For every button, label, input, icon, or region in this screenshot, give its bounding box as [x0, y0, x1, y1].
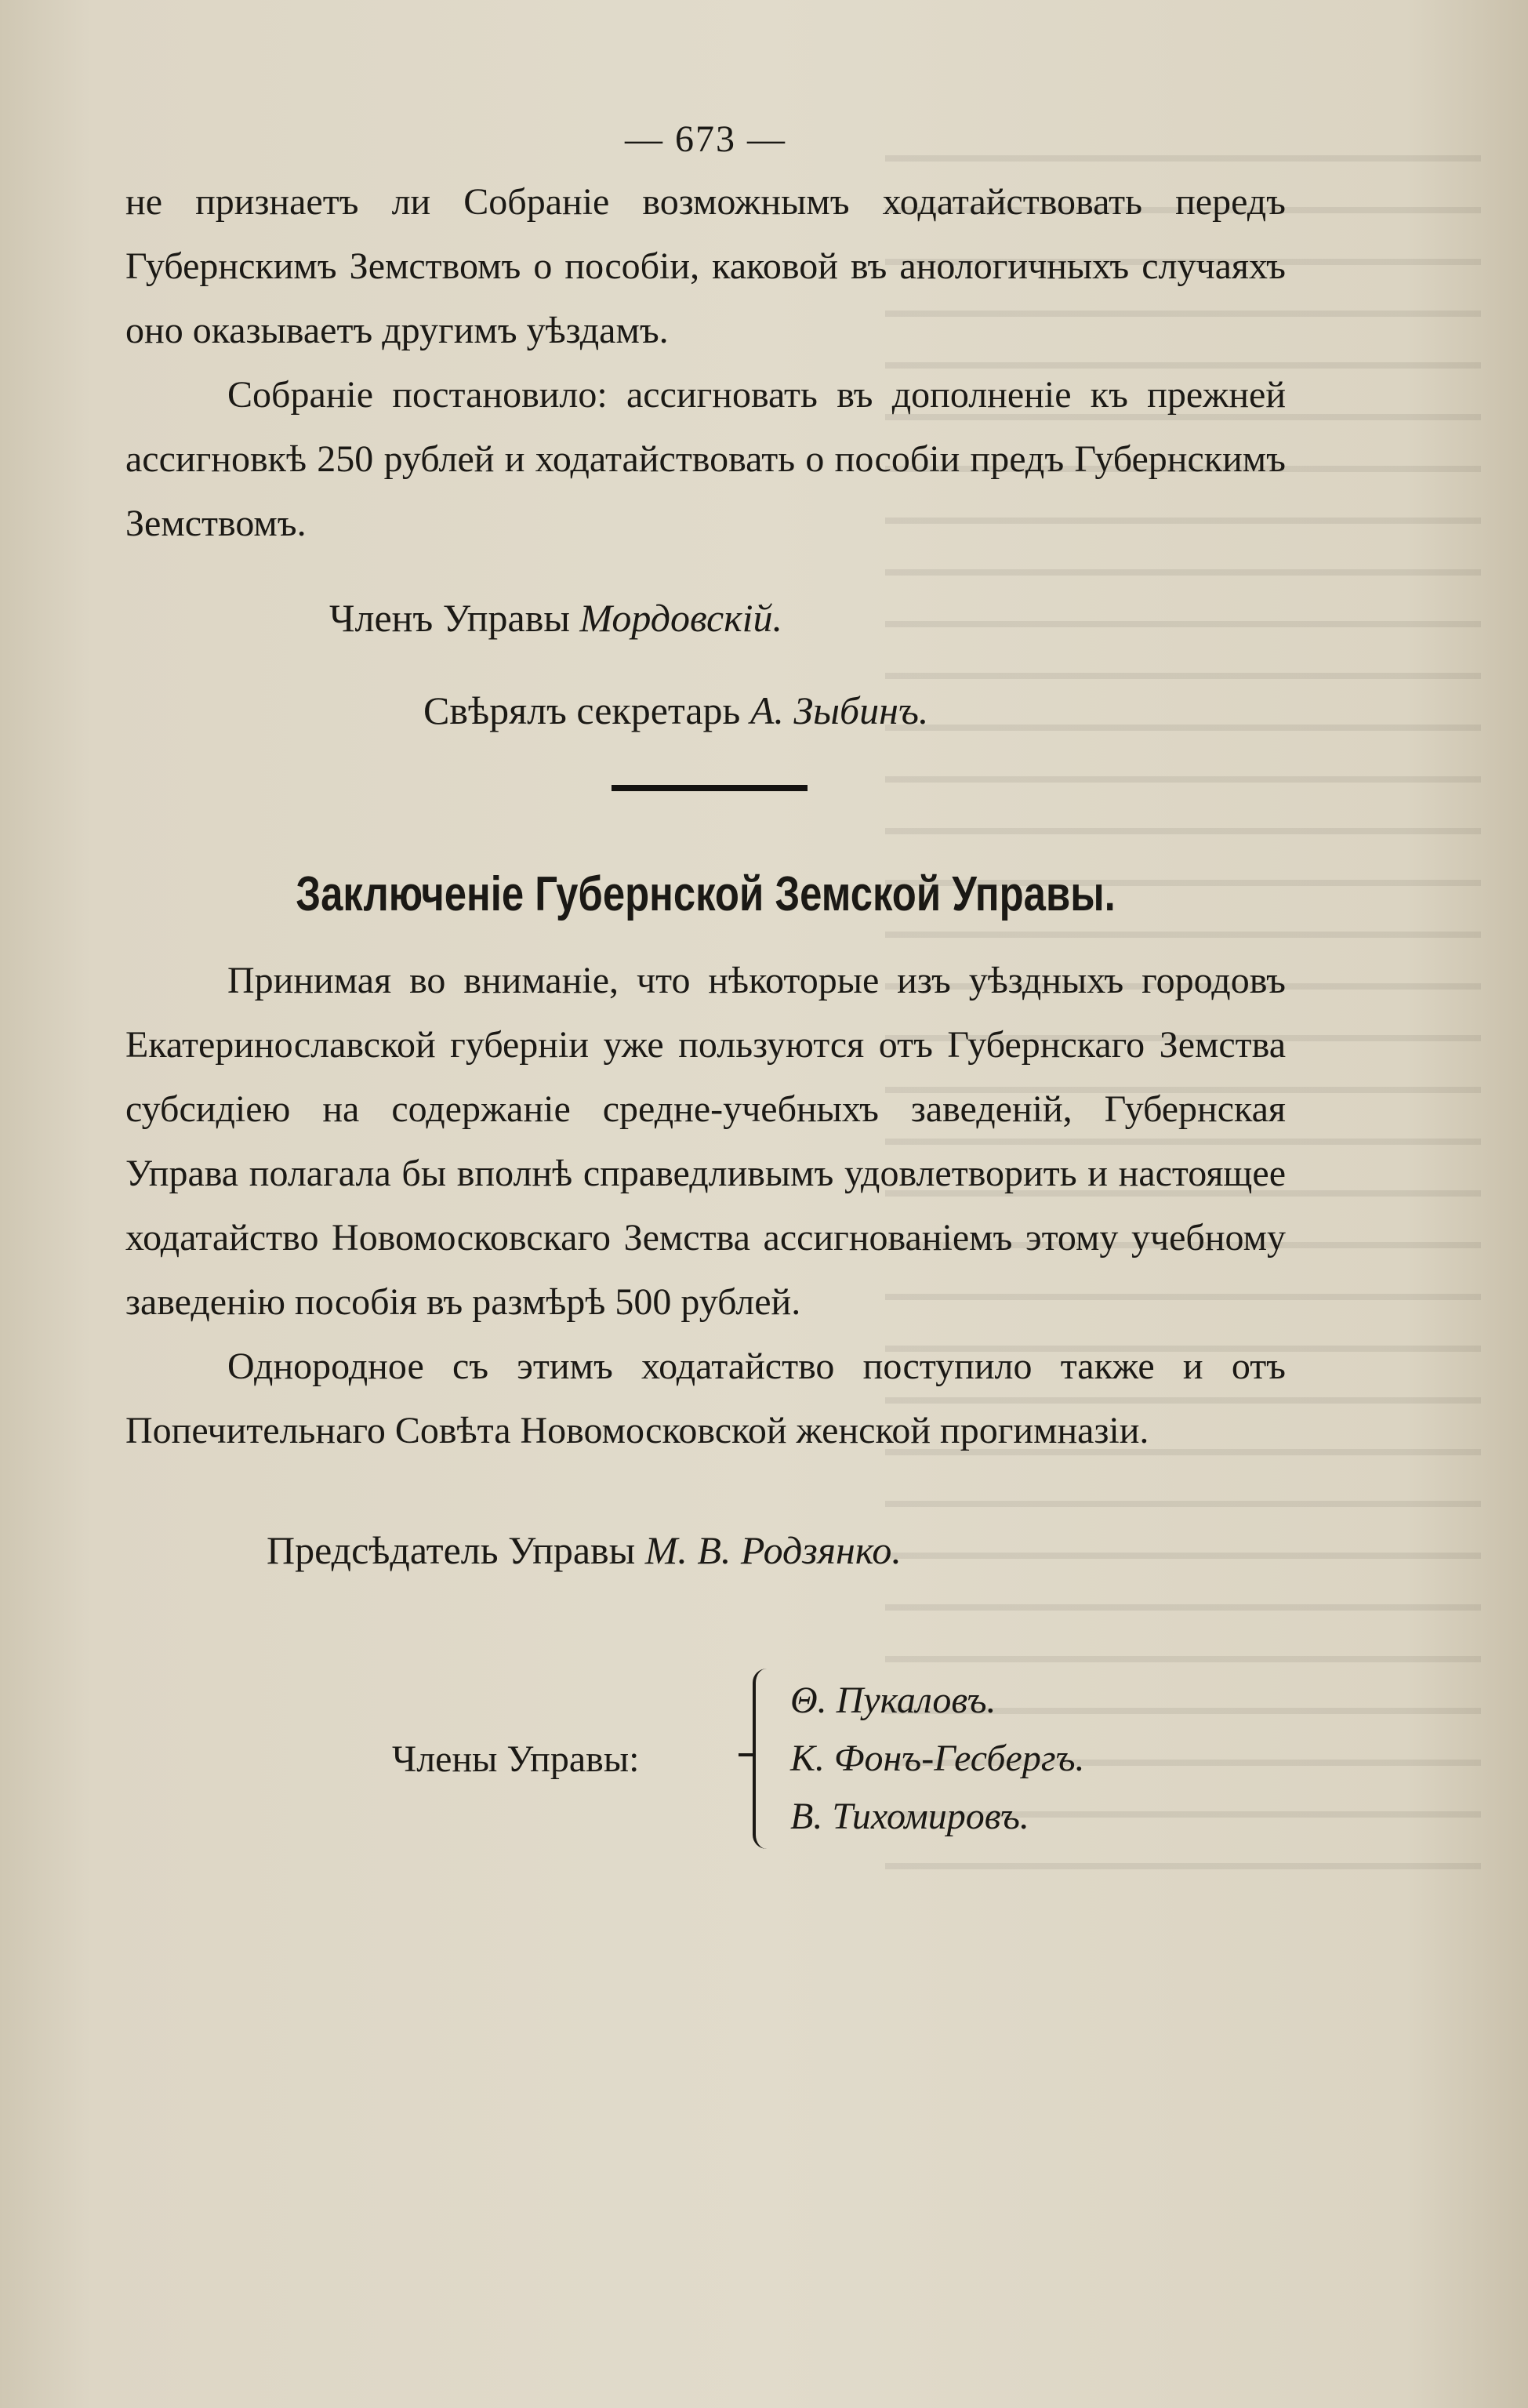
page-content: [125, 118, 1286, 1849]
member-name: Θ. Пукаловъ.: [790, 1680, 996, 1721]
chairman-name: М. В. Родзянко.: [644, 1528, 902, 1572]
chairman-label: Предсѣдатель Управы: [267, 1528, 636, 1572]
curly-brace-icon: [753, 1669, 770, 1849]
section-divider: [612, 785, 808, 791]
signature-member-name: Мордовскій.: [579, 596, 783, 640]
member-name: В. Тихомировъ.: [790, 1796, 1029, 1837]
signature-member: [125, 586, 1286, 650]
conclusion-paragraph-2: Однородное съ этимъ ходатайство поступило также и отъ Попечительнаго Совѣта Новомосковской женской прогимназіи.: [125, 1346, 1286, 1451]
members-label: Члены Управы:: [392, 1738, 640, 1780]
paragraph-1: не признаетъ ли Собраніе возможнымъ ходатайствовать передъ Губернскимъ Земствомъ о пособіи, каковой въ анологичныхъ случаяхъ оно оказываетъ другимъ уѣздамъ.: [125, 181, 1286, 351]
board-members-block: [125, 1669, 1286, 1849]
page-number: — 673 —: [625, 118, 786, 160]
members-list: [790, 1672, 1085, 1846]
chairman-signature: [125, 1518, 1286, 1582]
paragraph-2: Собраніе постановило: ассигновать въ дополненіе къ прежней ассигновкѣ 250 рублей и ходатайствовать о пособіи предъ Губернскимъ Земствомъ.: [125, 374, 1286, 544]
signature-secretary-label: Свѣрялъ секретарь: [423, 688, 741, 732]
signature-secretary-name: А. Зыбинъ.: [749, 688, 929, 732]
signature-secretary: [125, 678, 1286, 743]
conclusion-paragraph-1: Принимая во вниманіе, что нѣкоторые изъ уѣздныхъ городовъ Екатеринославской губерніи уже пользуются отъ Губернскаго Земства субсидіею на содержаніе средне-учебныхъ заведеній, Губернская Управа полагала бы вполнѣ справедливымъ удовлетворить и настоящее ходатайство Новомосковскаго Земства ассигнованіемъ этому учебному заведенію пособія въ размѣрѣ 500 рублей.: [125, 960, 1286, 1323]
member-name: К. Фонъ-Гесбергъ.: [790, 1738, 1085, 1779]
section-heading: Заключеніе Губернской Земской Управы.: [296, 867, 1116, 921]
signature-member-label: Членъ Управы: [329, 596, 570, 640]
